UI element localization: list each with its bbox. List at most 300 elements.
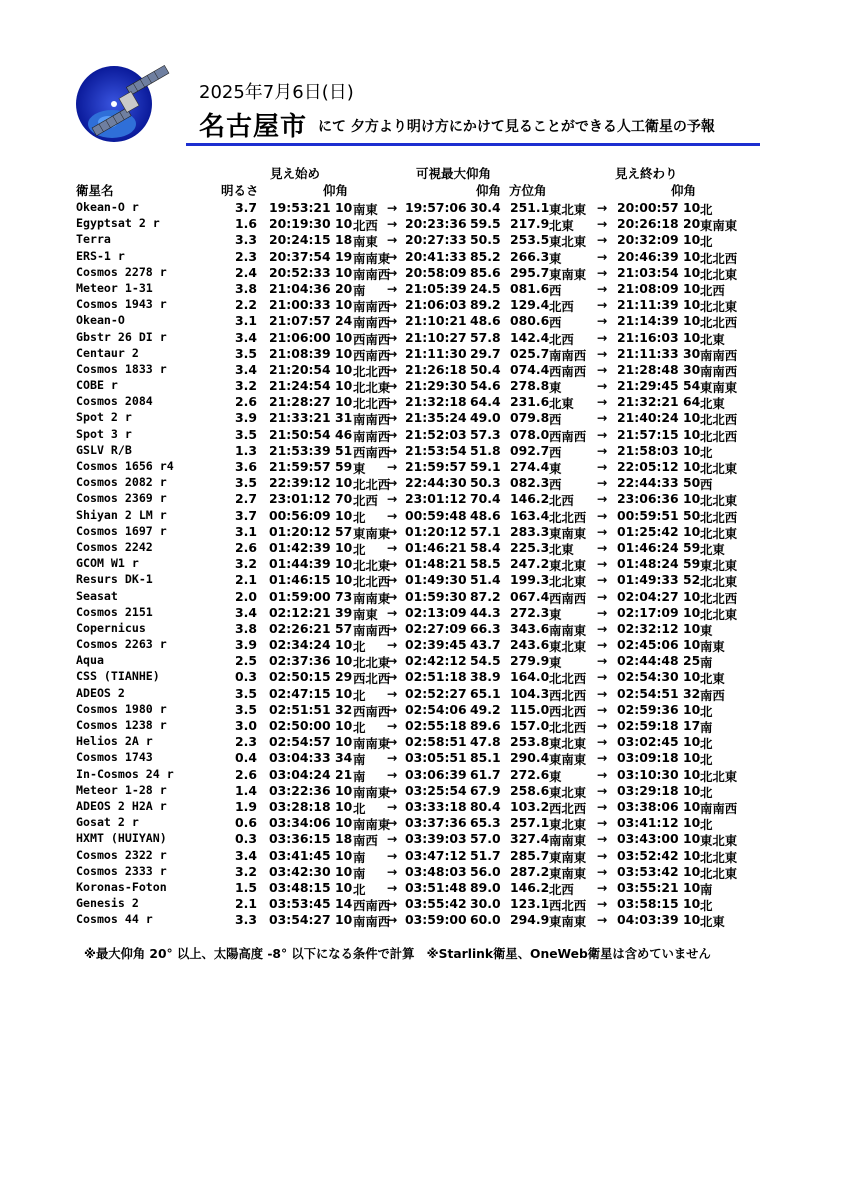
satellite-name: Okean-O: [76, 313, 125, 328]
start-direction: 北: [353, 509, 366, 525]
arrow: →: [387, 669, 398, 685]
satellite-name: Meteor 1-31: [76, 280, 153, 295]
end-direction: 東南東: [700, 218, 738, 234]
arrow: →: [387, 345, 398, 361]
magnitude: 2.6: [235, 766, 257, 782]
satellite-name: Gosat 2 r: [76, 815, 139, 830]
start-time: 02:50:15: [269, 669, 331, 685]
arrow: →: [597, 782, 608, 798]
max-direction: 北北東: [549, 574, 587, 590]
end-time: 21:11:33: [617, 345, 679, 361]
azimuth: 092.7: [510, 442, 550, 458]
magnitude: 3.4: [235, 329, 257, 345]
satellite-name: Koronas-Foton: [76, 879, 167, 894]
max-time: 02:54:06: [405, 701, 467, 717]
start-elevation: 10: [335, 361, 353, 377]
end-direction: 北西: [700, 282, 725, 298]
max-time: 19:57:06: [405, 200, 467, 215]
start-elevation: 10: [335, 879, 353, 895]
arrow: →: [597, 313, 608, 329]
azimuth: 283.3: [510, 523, 550, 539]
start-time: 03:28:18: [269, 798, 331, 814]
satellite-name: Gbstr 26 DI r: [76, 329, 167, 344]
azimuth: 129.4: [510, 297, 550, 313]
satellite-name: Helios 2A r: [76, 734, 153, 749]
end-elevation: 10: [683, 734, 701, 750]
end-time: 02:32:12: [617, 620, 679, 636]
satellite-name: Cosmos 1656 r4: [76, 459, 174, 473]
end-direction: 北北西: [700, 590, 738, 606]
end-time: 20:46:39: [617, 248, 679, 264]
start-elevation: 10: [335, 264, 353, 280]
start-time: 20:19:30: [269, 216, 331, 232]
start-direction: 南南東: [353, 784, 391, 800]
magnitude: 3.5: [235, 475, 257, 491]
start-direction: 南東: [353, 606, 378, 622]
azimuth: 253.5: [510, 232, 550, 248]
arrow: →: [597, 329, 608, 345]
start-elevation: 18: [335, 831, 353, 847]
arrow: →: [387, 394, 398, 410]
end-elevation: 10: [683, 459, 701, 474]
arrow: →: [597, 556, 608, 572]
start-elevation: 59: [335, 459, 353, 474]
end-direction: 南: [700, 655, 713, 671]
max-elevation: 44.3: [470, 604, 501, 620]
end-direction: 北北東: [700, 865, 738, 881]
start-time: 01:46:15: [269, 572, 331, 588]
max-time: 21:32:18: [405, 394, 467, 410]
max-elevation: 51.4: [470, 572, 501, 588]
end-direction: 北北西: [700, 412, 738, 428]
arrow: →: [387, 361, 398, 377]
azimuth: 217.9: [510, 216, 550, 232]
max-elevation: 89.2: [470, 297, 501, 313]
start-time: 01:44:39: [269, 556, 331, 572]
end-direction: 北: [700, 736, 713, 752]
arrow: →: [597, 815, 608, 831]
satellite-name: Resurs DK-1: [76, 572, 153, 587]
start-time: 20:52:33: [269, 264, 331, 280]
start-direction: 西南西: [353, 703, 391, 719]
max-time: 02:27:09: [405, 620, 467, 636]
satellite-name: Cosmos 1238 r: [76, 718, 167, 732]
header-start-elevation: 仰角: [323, 183, 349, 198]
magnitude: 3.7: [235, 507, 257, 523]
header-end-group: 見え終わり: [615, 166, 678, 181]
max-elevation: 30.0: [470, 896, 501, 912]
end-direction: 北北東: [700, 768, 738, 784]
start-direction: 北北東: [353, 558, 391, 574]
header-max-elevation: 仰角: [476, 183, 502, 198]
end-elevation: 64: [683, 394, 701, 410]
end-direction: 北北西: [700, 428, 738, 444]
max-elevation: 60.0: [470, 912, 501, 928]
arrow: →: [387, 280, 398, 296]
satellite-name: Terra: [76, 232, 111, 247]
max-time: 21:53:54: [405, 442, 467, 458]
start-elevation: 31: [335, 410, 353, 426]
arrow: →: [597, 653, 608, 669]
start-time: 21:33:21: [269, 410, 331, 426]
header-rule: [186, 143, 760, 146]
start-elevation: 10: [335, 378, 353, 394]
arrow: →: [387, 701, 398, 717]
arrow: →: [387, 200, 398, 215]
start-time: 03:34:06: [269, 815, 331, 831]
start-time: 03:22:36: [269, 782, 331, 798]
start-direction: 南南西: [353, 266, 391, 282]
max-elevation: 59.1: [470, 459, 501, 474]
azimuth: 079.8: [510, 410, 550, 426]
arrow: →: [597, 912, 608, 928]
max-elevation: 43.7: [470, 637, 501, 653]
max-elevation: 67.9: [470, 782, 501, 798]
max-elevation: 64.4: [470, 394, 501, 410]
start-elevation: 46: [335, 426, 353, 442]
max-elevation: 57.3: [470, 426, 501, 442]
azimuth: 157.0: [510, 718, 550, 733]
satellite-name: Cosmos 44 r: [76, 912, 153, 927]
arrow: →: [387, 442, 398, 458]
end-time: 03:58:15: [617, 896, 679, 912]
arrow: →: [597, 750, 608, 766]
arrow: →: [387, 248, 398, 264]
header-azimuth: 方位角: [509, 183, 547, 198]
azimuth: 146.2: [510, 491, 550, 507]
max-direction: 東: [549, 768, 562, 784]
start-time: 19:53:21: [269, 200, 331, 215]
arrow: →: [597, 539, 608, 555]
end-direction: 北北東: [700, 493, 738, 509]
end-time: 03:52:42: [617, 847, 679, 863]
azimuth: 343.6: [510, 620, 550, 636]
azimuth: 231.6: [510, 394, 550, 410]
arrow: →: [597, 410, 608, 426]
arrow: →: [597, 637, 608, 653]
max-time: 02:51:18: [405, 669, 467, 685]
start-time: 02:51:51: [269, 701, 331, 717]
max-direction: 西南西: [549, 428, 587, 444]
satellite-name: Cosmos 2333 r: [76, 863, 167, 878]
max-direction: 北北西: [549, 720, 587, 735]
end-direction: 北: [700, 202, 713, 217]
max-time: 03:48:03: [405, 863, 467, 879]
max-time: 20:41:33: [405, 248, 467, 264]
max-time: 23:01:12: [405, 491, 467, 507]
end-direction: 西: [700, 477, 713, 493]
max-elevation: 66.3: [470, 620, 501, 636]
arrow: →: [387, 718, 398, 733]
satellite-name: Cosmos 1943 r: [76, 297, 167, 312]
max-direction: 東北東: [549, 736, 587, 752]
start-time: 02:26:21: [269, 620, 331, 636]
start-elevation: 10: [335, 637, 353, 653]
end-time: 21:11:39: [617, 297, 679, 313]
arrow: →: [597, 394, 608, 410]
start-time: 00:56:09: [269, 507, 331, 523]
max-time: 21:26:18: [405, 361, 467, 377]
arrow: →: [597, 216, 608, 232]
satellite-name: Spot 3 r: [76, 426, 132, 441]
azimuth: 199.3: [510, 572, 550, 588]
end-elevation: 10: [683, 847, 701, 863]
magnitude: 2.7: [235, 491, 257, 507]
max-time: 03:06:39: [405, 766, 467, 782]
max-direction: 東南東: [549, 752, 587, 768]
start-direction: 北北西: [353, 396, 391, 412]
start-direction: 北西: [353, 493, 378, 509]
magnitude: 3.2: [235, 556, 257, 572]
arrow: →: [597, 847, 608, 863]
magnitude: 2.1: [235, 572, 257, 588]
satellite-earth-logo-icon: [74, 52, 184, 152]
magnitude: 3.4: [235, 361, 257, 377]
magnitude: 1.5: [235, 879, 257, 895]
max-elevation: 50.3: [470, 475, 501, 491]
max-time: 03:47:12: [405, 847, 467, 863]
end-time: 01:46:24: [617, 539, 679, 555]
start-direction: 南南東: [353, 590, 391, 606]
arrow: →: [597, 507, 608, 523]
end-time: 02:59:36: [617, 701, 679, 717]
end-time: 20:00:57: [617, 200, 679, 215]
end-time: 02:17:09: [617, 604, 679, 620]
arrow: →: [597, 248, 608, 264]
start-elevation: 10: [335, 507, 353, 523]
start-elevation: 39: [335, 604, 353, 620]
end-time: 02:45:06: [617, 637, 679, 653]
start-time: 02:12:21: [269, 604, 331, 620]
max-time: 01:59:30: [405, 588, 467, 604]
satellite-name: Cosmos 2082 r: [76, 475, 167, 490]
end-elevation: 10: [683, 620, 701, 636]
azimuth: 257.1: [510, 815, 550, 831]
end-elevation: 52: [683, 572, 701, 588]
start-time: 22:39:12: [269, 475, 331, 491]
satellite-name: GCOM W1 r: [76, 556, 139, 571]
end-time: 01:49:33: [617, 572, 679, 588]
start-time: 23:01:12: [269, 491, 331, 507]
arrow: →: [597, 264, 608, 280]
max-elevation: 85.2: [470, 248, 501, 264]
end-elevation: 25: [683, 653, 701, 669]
max-direction: 南南東: [549, 622, 587, 638]
satellite-name: ADEOS 2: [76, 685, 125, 700]
end-direction: 南: [700, 720, 713, 735]
magnitude: 3.1: [235, 313, 257, 329]
start-time: 21:59:57: [269, 459, 331, 474]
header-start-group: 見え始め: [270, 166, 321, 181]
max-elevation: 49.0: [470, 410, 501, 426]
satellite-name: Cosmos 2263 r: [76, 637, 167, 652]
start-time: 03:04:33: [269, 750, 331, 766]
magnitude: 1.3: [235, 442, 257, 458]
end-elevation: 10: [683, 863, 701, 879]
end-time: 21:28:48: [617, 361, 679, 377]
start-direction: 南南西: [353, 622, 391, 638]
satellite-name: ERS-1 r: [76, 248, 125, 263]
magnitude: 2.1: [235, 896, 257, 912]
azimuth: 081.6: [510, 280, 550, 296]
azimuth: 080.6: [510, 313, 550, 329]
start-time: 03:04:24: [269, 766, 331, 782]
max-elevation: 57.1: [470, 523, 501, 539]
start-direction: 南南東: [353, 250, 391, 266]
end-direction: 北北東: [700, 525, 738, 541]
start-elevation: 18: [335, 232, 353, 248]
end-elevation: 10: [683, 588, 701, 604]
arrow: →: [597, 232, 608, 248]
end-time: 21:16:03: [617, 329, 679, 345]
arrow: →: [597, 734, 608, 750]
start-time: 20:37:54: [269, 248, 331, 264]
start-direction: 西南西: [353, 347, 391, 363]
arrow: →: [387, 863, 398, 879]
arrow: →: [387, 297, 398, 313]
magnitude: 2.5: [235, 653, 257, 669]
start-direction: 西南西: [353, 331, 391, 347]
azimuth: 123.1: [510, 896, 550, 912]
end-time: 02:44:48: [617, 653, 679, 669]
end-time: 04:03:39: [617, 912, 679, 928]
max-direction: 東南東: [549, 865, 587, 881]
max-elevation: 38.9: [470, 669, 501, 685]
arrow: →: [597, 604, 608, 620]
max-time: 02:55:18: [405, 718, 467, 733]
magnitude: 3.2: [235, 378, 257, 394]
end-direction: 南: [700, 881, 713, 897]
azimuth: 287.2: [510, 863, 550, 879]
arrow: →: [597, 798, 608, 814]
magnitude: 3.5: [235, 685, 257, 701]
satellite-name: GSLV R/B: [76, 442, 132, 457]
max-elevation: 48.6: [470, 313, 501, 329]
end-time: 03:09:18: [617, 750, 679, 766]
start-elevation: 10: [335, 734, 353, 750]
magnitude: 3.7: [235, 200, 257, 215]
magnitude: 3.3: [235, 912, 257, 928]
end-time: 21:08:09: [617, 280, 679, 296]
end-elevation: 10: [683, 329, 701, 345]
end-time: 03:38:06: [617, 798, 679, 814]
end-elevation: 10: [683, 523, 701, 539]
max-direction: 北東: [549, 396, 574, 412]
end-elevation: 10: [683, 701, 701, 717]
magnitude: 0.6: [235, 815, 257, 831]
start-direction: 北北西: [353, 574, 391, 590]
start-time: 03:48:15: [269, 879, 331, 895]
end-direction: 東北東: [700, 833, 738, 849]
end-elevation: 32: [683, 685, 701, 701]
max-time: 01:46:21: [405, 539, 467, 555]
max-direction: 南南西: [549, 347, 587, 363]
satellite-name: Meteor 1-28 r: [76, 782, 167, 797]
arrow: →: [387, 847, 398, 863]
start-direction: 西北西: [353, 671, 391, 687]
start-direction: 南南西: [353, 412, 391, 428]
end-elevation: 10: [683, 782, 701, 798]
max-time: 21:52:03: [405, 426, 467, 442]
start-elevation: 10: [335, 685, 353, 701]
max-time: 21:59:57: [405, 459, 467, 474]
satellite-name: Cosmos 2369 r: [76, 491, 167, 506]
end-time: 20:26:18: [617, 216, 679, 232]
max-elevation: 54.6: [470, 378, 501, 394]
start-time: 03:41:45: [269, 847, 331, 863]
start-time: 21:24:54: [269, 378, 331, 394]
start-elevation: 70: [335, 491, 353, 507]
arrow: →: [597, 345, 608, 361]
start-time: 21:50:54: [269, 426, 331, 442]
start-elevation: 10: [335, 539, 353, 555]
arrow: →: [597, 669, 608, 685]
max-time: 03:51:48: [405, 879, 467, 895]
arrow: →: [387, 782, 398, 798]
start-elevation: 10: [335, 572, 353, 588]
magnitude: 3.5: [235, 701, 257, 717]
max-direction: 東: [549, 250, 562, 266]
start-elevation: 10: [335, 329, 353, 345]
magnitude: 3.9: [235, 637, 257, 653]
max-direction: 西: [549, 477, 562, 493]
arrow: →: [597, 863, 608, 879]
max-direction: 東南東: [549, 914, 587, 930]
end-time: 02:04:27: [617, 588, 679, 604]
end-elevation: 10: [683, 766, 701, 782]
end-direction: 北東: [700, 671, 725, 687]
end-direction: 北北東: [700, 461, 738, 476]
end-elevation: 59: [683, 539, 701, 555]
satellite-name: Cosmos 1697 r: [76, 523, 167, 538]
max-direction: 東北東: [549, 784, 587, 800]
header-magnitude: 明るさ: [221, 183, 259, 198]
start-direction: 南南西: [353, 315, 391, 331]
max-time: 21:10:21: [405, 313, 467, 329]
start-elevation: 10: [335, 718, 353, 733]
max-direction: 西: [549, 315, 562, 331]
start-direction: 南南西: [353, 299, 391, 315]
azimuth: 082.3: [510, 475, 550, 491]
azimuth: 279.9: [510, 653, 550, 669]
end-elevation: 10: [683, 879, 701, 895]
magnitude: 2.0: [235, 588, 257, 604]
start-elevation: 10: [335, 847, 353, 863]
arrow: →: [597, 588, 608, 604]
arrow: →: [387, 572, 398, 588]
satellite-name: Cosmos 1833 r: [76, 361, 167, 376]
arrow: →: [387, 912, 398, 928]
start-elevation: 10: [335, 798, 353, 814]
satellite-name: Copernicus: [76, 620, 146, 635]
max-elevation: 51.8: [470, 442, 501, 458]
start-elevation: 10: [335, 912, 353, 928]
start-elevation: 32: [335, 701, 353, 717]
start-direction: 東: [353, 461, 366, 476]
max-elevation: 49.2: [470, 701, 501, 717]
max-direction: 東南東: [549, 849, 587, 865]
magnitude: 1.4: [235, 782, 257, 798]
max-direction: 東: [549, 655, 562, 671]
end-time: 22:44:33: [617, 475, 679, 491]
max-elevation: 87.2: [470, 588, 501, 604]
end-elevation: 10: [683, 896, 701, 912]
magnitude: 3.4: [235, 604, 257, 620]
end-elevation: 10: [683, 750, 701, 766]
arrow: →: [597, 523, 608, 539]
end-direction: 北東: [700, 541, 725, 557]
start-direction: 南: [353, 849, 366, 865]
